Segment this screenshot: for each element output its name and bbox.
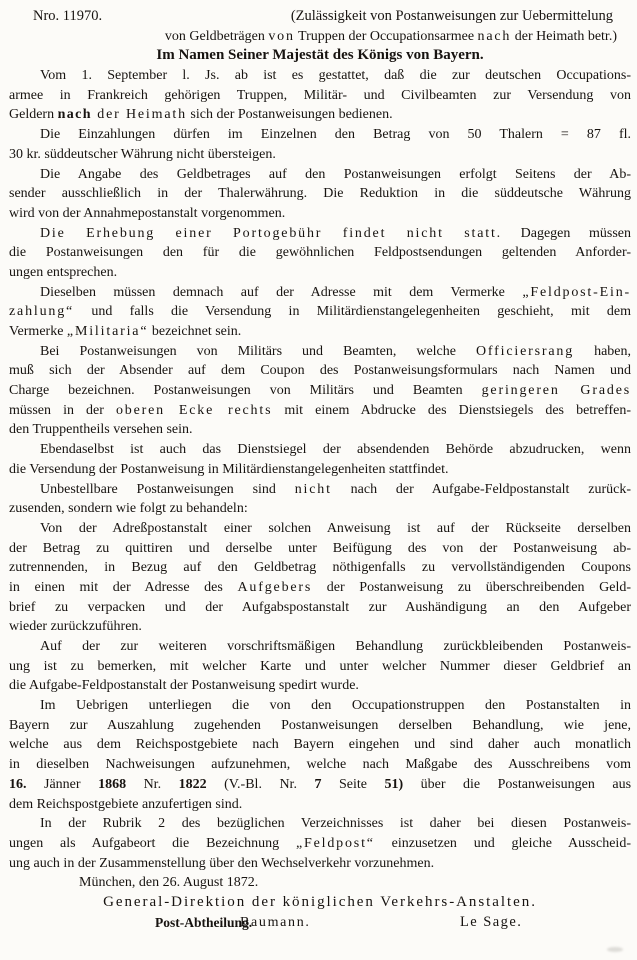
text-line: In der Rubrik 2 des bezüglichen Verzeichnisses ist daher bei diesen Postanweis- [40, 816, 631, 832]
signature-row [9, 913, 631, 933]
text-line: zutrennenden, in Bezug auf den Geldbetrag nöthigenfalls zu vervollständigenden Coupons [9, 560, 631, 576]
text-line: ungen entsprechen. [9, 264, 118, 280]
text-line: zahlung“ und falls die Versendung in Militärdienstangelegenheiten geschieht, mit dem [9, 304, 631, 320]
text-line: die Versendung der Postanweisung in Militärdienstangelegenheiten stattfindet. [9, 461, 449, 477]
text-line: der Betrag zu quittiren und derselbe unter Beifügung des von der Postanweisung ab- [9, 540, 631, 556]
text-line: ung auch in der Zusammenstellung über den Wechselverkehr vorzunehmen. [9, 855, 435, 871]
text-line: Vermerke „Militaria“ bezeichnet sein. [9, 324, 242, 339]
text-line: von Geldbeträgen von Truppen der Occupationsarmee nach der Heimath betr.) [164, 28, 617, 44]
text-line: Im Namen Seiner Majestät des Königs von Bayern. [156, 47, 484, 64]
text-line: Die Einzahlungen dürfen im Einzelnen den Betrag von 50 Thalern = 87 fl. [40, 127, 631, 143]
text-line: Die Erhebung einer Portogebühr findet nicht statt. Dagegen müssen [40, 225, 631, 241]
document-content [9, 7, 631, 932]
text-line: ung ist zu bemerken, mit welcher Karte und unter welcher Nummer dieser Geldbrief an [9, 658, 631, 674]
text-line: armee in Frankreich gehörigen Truppen, Militär- und Civilbeamten zur Versendung von [9, 87, 631, 103]
text-line: Ebendaselbst ist auch das Dienstsiegel der absendenden Behörde abzudrucken, wenn [40, 442, 631, 458]
signature-name-baumann: Baumann. [240, 914, 311, 930]
text-line: General-Direktion der königlichen Verkehrs-Anstalten. [103, 893, 537, 910]
text-line: Unbestellbare Postanweisungen sind nicht nach der Aufgabe-Feldpostanstalt zurück- [40, 481, 631, 497]
signature-department: Post-Abtheilung. [155, 914, 253, 930]
text-line: Im Uebrigen unterliegen die von den Occupationstruppen den Postanstalten in [40, 698, 631, 714]
text-line: die Postanweisungen den für die gewöhnlichen Feldpostsendungen geltenden Anforder- [9, 245, 631, 261]
text-line: München, den 26. August 1872. [79, 875, 259, 891]
text-line: Die Angabe des Geldbetrages auf den Postanweisungen erfolgt Seitens der Ab- [40, 166, 631, 182]
text-line: Geldern nach der Heimath sich der Postanweisungen bedienen. [9, 107, 393, 123]
text-line: welche aus dem Reichspostgebiete nach Bayern eingehen und sind daher auch monatlich [9, 737, 631, 753]
text-line: müssen in der oberen Ecke rechts mit einem Abdrucke des Dienstsiegels des betreffen- [9, 402, 631, 418]
text-line: muß sich der Absender auf dem Coupon des Postanweisungsformulars nach Namen und [9, 363, 631, 379]
text-line: sender ausschließlich in der Thalerwährung. Die Reduktion in die süddeutsche Währung [9, 186, 631, 202]
text-line: wird von der Annahmepostanstalt vorgenommen. [9, 205, 286, 221]
document-header-row [9, 7, 631, 27]
document-number: Nro. 11970. [33, 8, 103, 24]
text-line: ungen als Aufgabeort die Bezeichnung „Feldpost“ einzusetzen und gleiche Ausscheid- [9, 835, 631, 851]
text-line: Von der Adreßpostanstalt einer solchen Anweisung ist auf der Rückseite derselben [40, 520, 631, 536]
text-line: brief zu verpacken und der Aufgabspostanstalt zur Aushändigung an den Aufgeber [9, 599, 631, 615]
signature-name-lesage: Le Sage. [460, 913, 523, 930]
text-line: 16. Jänner 1868 Nr. 1822 (V.-Bl. Nr. 7 Seite 51) über die Postanweisungen aus [9, 776, 632, 792]
subject-line-1: (Zulässigkeit von Postanweisungen zur Uebermittelung [290, 8, 613, 24]
text-line: in einen mit der Adresse des Aufgebers der Postanweisung zu überschreibenden Geld- [9, 579, 631, 595]
text-line: in dieselben Nachweisungen aufzunehmen, welche nach Maßgabe des Ausschreibens vom [9, 757, 631, 773]
text-line: zusenden, sondern wie folgt zu behandeln: [9, 501, 248, 517]
text-line: den Truppentheils versehen sein. [9, 422, 193, 438]
text-line: Charge bezeichnen. Postanweisungen von Militärs und Beamten geringeren Grades [9, 383, 632, 399]
text-line: die Aufgabe-Feldpostanstalt der Postanweisung spedirt wurde. [9, 678, 359, 694]
text-line: wieder zurückzuführen. [9, 619, 142, 635]
text-line: Dieselben müssen demnach auf der Adresse mit dem Vermerke „Feldpost-Ein- [40, 284, 631, 300]
text-line: 30 kr. süddeutscher Währung nicht übersteigen. [9, 146, 276, 162]
body-lines [9, 27, 631, 913]
text-line: Vom 1. September l. Js. ab ist es gestattet, daß die zur deutschen Occupations- [40, 68, 631, 84]
text-line: Auf der zur weiteren vorschriftsmäßigen Behandlung zurückbleibenden Postanweis- [40, 639, 631, 654]
scan-artifact [607, 947, 623, 952]
text-line: Bayern zur Auszahlung zugehenden Postanweisungen derselben Behandlung, wie jene, [9, 717, 631, 733]
text-line: Bei Postanweisungen von Militärs und Beamten, welche Officiersrang haben, [40, 343, 631, 359]
text-line: dem Reichspostgebiete anzufertigen sind. [9, 796, 243, 812]
